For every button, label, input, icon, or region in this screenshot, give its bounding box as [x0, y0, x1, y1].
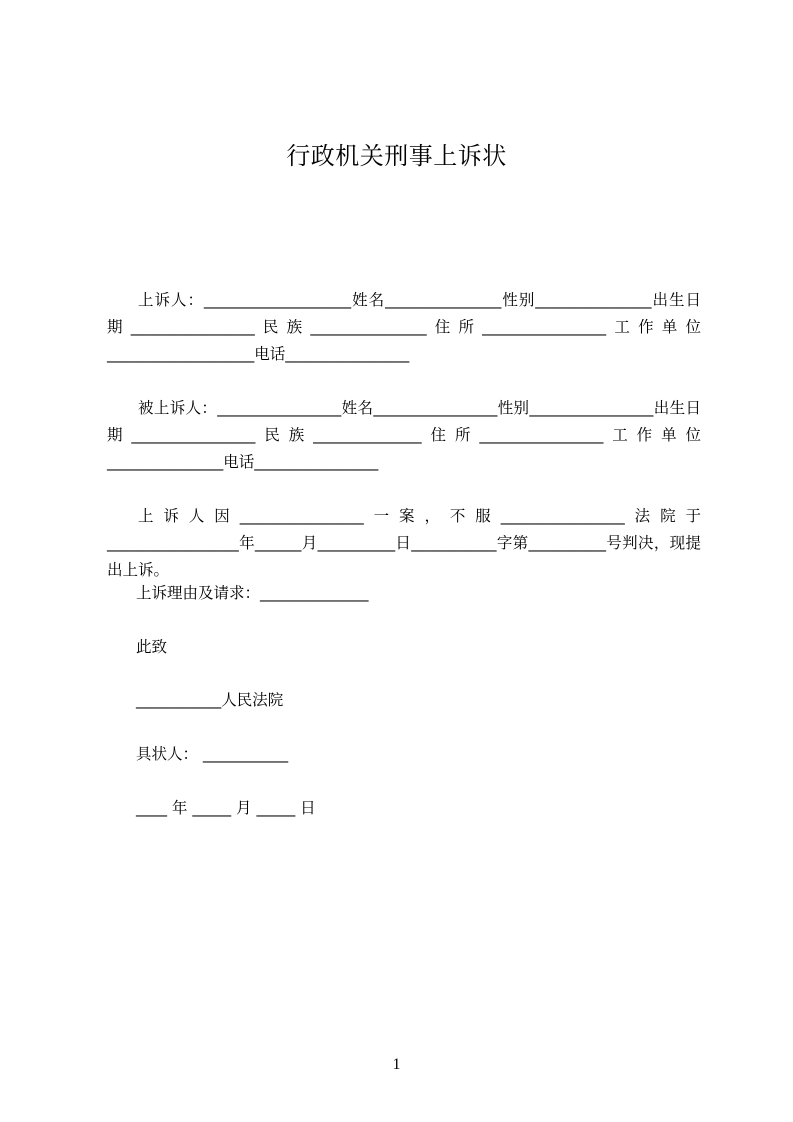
document-body [107, 287, 701, 584]
appellant-info-paragraph: 上诉人：___________________姓名_______________性别_______________出生日期________________民族_______________住所________________工作单位___________________电话________________ [107, 291, 701, 363]
date-line: ____ 年 _____ 月 _____ 日 [136, 799, 316, 817]
appeal-reason-line: 上诉理由及请求：______________ [136, 584, 369, 602]
signer-line: 具状人： ___________ [136, 745, 289, 763]
salutation-line: 此致 [136, 638, 168, 656]
case-statement-paragraph: 上诉人因________________一案，不服________________法院于_________________年______月__________日___________字第__________号判决，现提出上诉。 [107, 507, 701, 579]
page-number: 1 [392, 1056, 401, 1073]
appellee-info-paragraph: 被上诉人：________________姓名________________性别________________出生日期________________民族______________住所________________工作单位_______________电话________________ [107, 399, 701, 471]
court-name-line: ___________人民法院 [136, 691, 284, 709]
document-title: 行政机关刑事上诉状 [286, 142, 507, 170]
